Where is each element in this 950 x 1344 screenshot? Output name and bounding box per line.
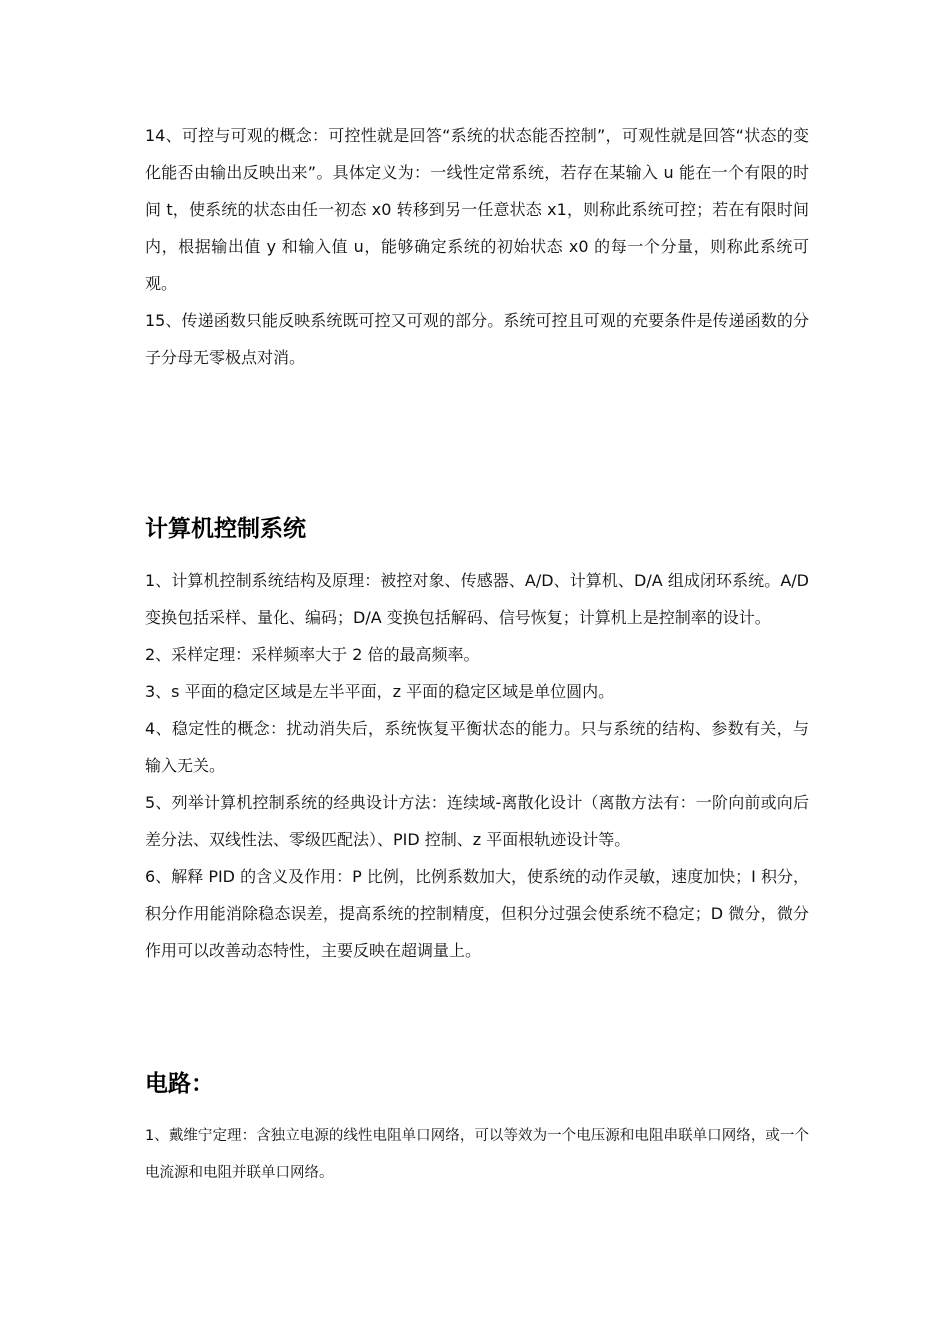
paragraph-5-design-methods: 5、列举计算机控制系统的经典设计方法：连续域-离散化设计（离散方法有：一阶向前或向后差分法、双线性法、零级匹配法）、PID 控制、z 平面根轨迹设计等。	[145, 793, 809, 849]
computer-control-section	[145, 514, 809, 544]
paragraph-1-structure-principle: 1、计算机控制系统结构及原理：被控对象、传感器、A/D、计算机、D/A 组成闭环系统。A/D 变换包括采样、量化、编码；D/A 变换包括解码、信号恢复；计算机上是控制率的设计。	[145, 571, 809, 627]
circuits-items	[145, 1118, 809, 1192]
computer-control-items	[145, 562, 809, 969]
paragraph-1-thevenin-theorem: 1、戴维宁定理：含独立电源的线性电阻单口网络，可以等效为一个电压源和电阻串联单口网络，或一个电流源和电阻并联单口网络。	[145, 1128, 809, 1181]
circuits-section	[145, 1069, 809, 1099]
section-heading-computer-control: 计算机控制系统	[145, 516, 306, 542]
section-heading-circuits: 电路：	[145, 1071, 214, 1097]
paragraph-15-transfer-function: 15、传递函数只能反映系统既可控又可观的部分。系统可控且可观的充要条件是传递函数的分子分母无零极点对消。	[145, 311, 809, 367]
paragraph-3-stability-region: 3、s 平面的稳定区域是左半平面，z 平面的稳定区域是单位圆内。	[145, 682, 615, 701]
paragraph-6-pid: 6、解释 PID 的含义及作用：P 比例，比例系数加大，使系统的动作灵敏，速度加快；I 积分，积分作用能消除稳态误差，提高系统的控制精度，但积分过强会使系统不稳定；D 微分，微分作用可以改善动态特性，主要反映在超调量上。	[145, 867, 809, 960]
paragraph-2-sampling-theorem: 2、采样定理：采样频率大于 2 倍的最高频率。	[145, 645, 480, 664]
paragraph-14-controllability-observability: 14、可控与可观的概念：可控性就是回答“系统的状态能否控制”，可观性就是回答“状态的变化能否由输出反映出来”。具体定义为：一线性定常系统，若存在某输入 u 能在一个有限的时间 t，使系统的状态由任一初态 x0 转移到另一任意状态 x1，则称此系统可控；若在有限时间内，根据输出值 y 和输入值 u，能够确定系统的初始状态 x0 的每一个分量，则称此系统可观。	[145, 126, 809, 293]
control-theory-section	[145, 117, 809, 376]
paragraph-4-stability-concept: 4、稳定性的概念：扰动消失后，系统恢复平衡状态的能力。只与系统的结构、参数有关，与输入无关。	[145, 719, 809, 775]
